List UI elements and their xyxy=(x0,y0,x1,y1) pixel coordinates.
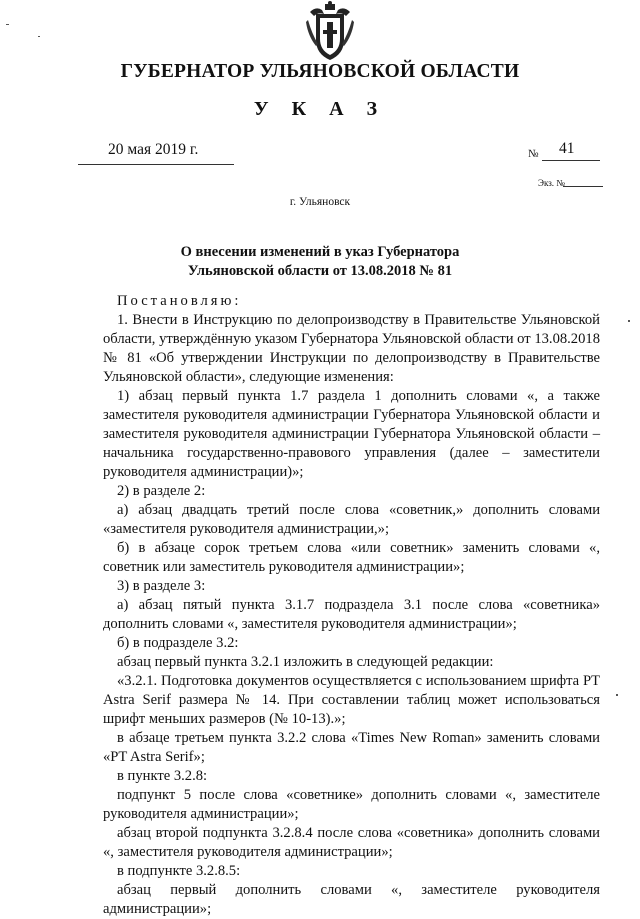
body-paragraph: 2) в разделе 2: xyxy=(117,483,206,499)
body-paragraph: а) абзац пятый пункта 3.1.7 подраздела 3.1 после слова «советника» дополнить словами «, заместителя руководителя администрации»; xyxy=(103,597,600,632)
document-title xyxy=(0,243,640,281)
governor-title: ГУБЕРНАТОР УЛЬЯНОВСКОЙ ОБЛАСТИ xyxy=(120,61,520,82)
number-underline xyxy=(542,160,600,161)
document-title-line-2: Ульяновской области от 13.08.2018 № 81 xyxy=(187,263,453,279)
body-paragraph: 1) абзац первый пункта 1.7 раздела 1 дополнить словами «, а также заместителя руководителя администрации Губернатора Ульяновской области и заместителя руководителя администрации Губернатора Ульяновской области – начальника государственно-правового управления (далее – заместители руководителя администрации)»; xyxy=(103,388,600,480)
body-paragraph: б) в абзаце сорок третьем слова «или советник» заменить словами «, советник или заместитель руководителя администрации»; xyxy=(103,540,600,575)
body-paragraph: Постановляю: xyxy=(117,293,242,309)
body-paragraph: а) абзац двадцать третий после слова «советник,» дополнить словами «заместителя руководителя администрации,»; xyxy=(103,502,600,537)
document-body xyxy=(103,292,600,919)
document-title-line-1: О внесении изменений в указ Губернатора xyxy=(180,244,460,260)
copy-number-label: Экз. № xyxy=(538,178,565,188)
date-underline xyxy=(78,164,234,165)
coat-of-arms-emblem xyxy=(302,0,358,64)
decree-number: 41 xyxy=(559,140,575,157)
decree-date: 20 мая 2019 г. xyxy=(108,141,199,158)
body-paragraph: б) в подразделе 3.2: xyxy=(117,635,239,651)
scan-speck xyxy=(6,24,9,25)
body-paragraph: «3.2.1. Подготовка документов осуществляется с использованием шрифта PT Astra Serif размера № 14. При составлении таблиц может использоваться шрифт меньших размеров (№ 10-13).»; xyxy=(103,673,600,727)
body-paragraph: в абзаце третьем пункта 3.2.2 слова «Times New Roman» заменить словами «PT Astra Serif»; xyxy=(103,730,600,765)
body-paragraph: 3) в разделе 3: xyxy=(117,578,206,594)
body-paragraph: абзац второй подпункта 3.2.8.4 после слова «советника» дополнить словами «, заместителя руководителя администрации»; xyxy=(103,825,600,860)
body-paragraph: подпункт 5 после слова «советнике» дополнить словами «, заместителе руководителя администрации»; xyxy=(103,787,600,822)
number-sign: № xyxy=(528,148,539,160)
decree-heading: У К А З xyxy=(253,98,387,120)
city-name: г. Ульяновск xyxy=(289,196,351,208)
body-paragraph: абзац первый пункта 3.2.1 изложить в следующей редакции: xyxy=(117,654,494,670)
body-paragraph: в пункте 3.2.8: xyxy=(117,768,208,784)
body-paragraph: 1. Внести в Инструкцию по делопроизводству в Правительстве Ульяновской области, утверждённую указом Губернатора Ульяновской области от 13.08.2018 № 81 «Об утверждении Инструкции по делопроизводству в Правительстве Ульяновской области», следующие изменения: xyxy=(103,312,600,385)
scan-speck xyxy=(628,320,630,322)
body-paragraph: абзац первый дополнить словами «, заместителе руководителя администрации»; xyxy=(103,882,600,917)
body-paragraph: в подпункте 3.2.8.5: xyxy=(117,863,241,879)
scan-speck xyxy=(616,694,618,696)
scan-speck xyxy=(38,36,40,37)
copy-number-underline xyxy=(563,186,603,187)
